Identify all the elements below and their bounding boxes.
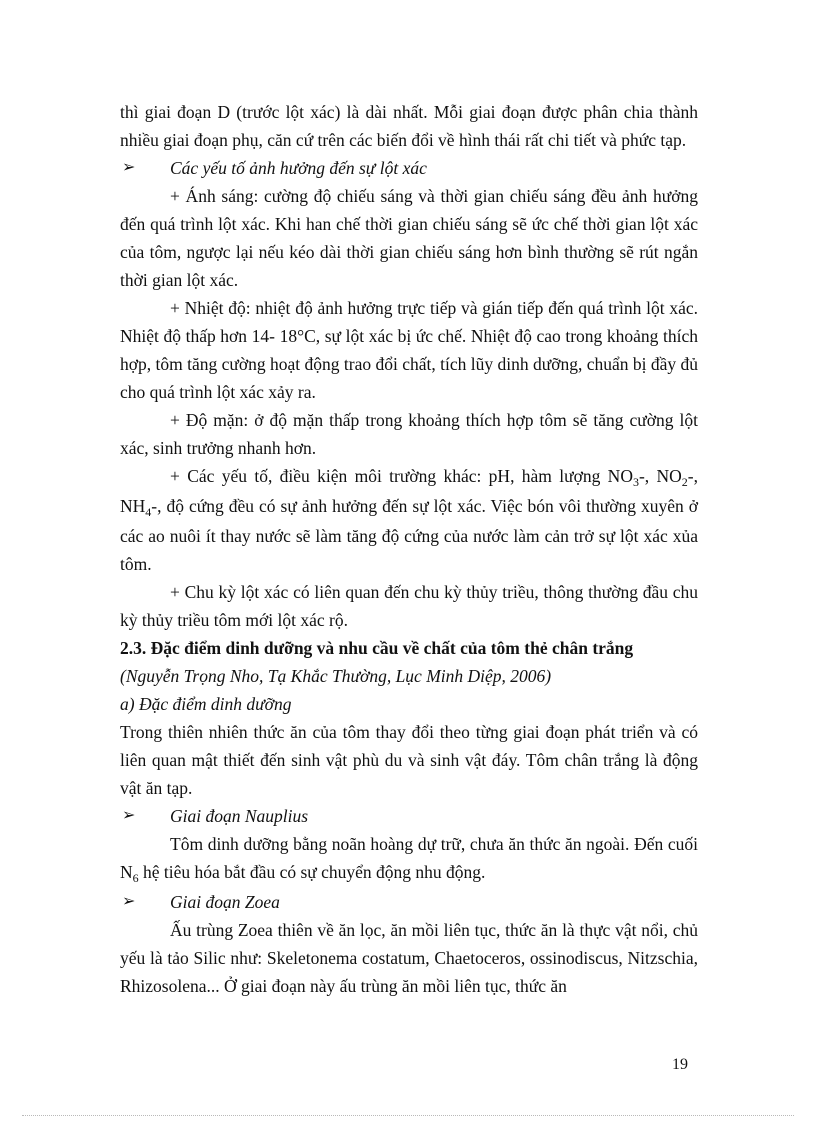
env-text-3: -, NH <box>120 466 698 516</box>
env-subscript-1: 3 <box>632 475 639 489</box>
subsection-a-heading: a) Đặc điểm dinh dưỡng <box>120 694 292 714</box>
env-subscript-3: 4 <box>145 505 152 519</box>
nauplius-bullet <box>120 802 698 830</box>
intro-paragraph: thì giai đoạn D (trước lột xác) là dài nhất. Mỗi giai đoạn được phân chia thành nhiều giai đoạn phụ, căn cứ trên các biến đổi về hình thái rất chi tiết và phức tạp. <box>120 102 698 150</box>
arrow-bullet-icon: ➢ <box>122 807 136 824</box>
page-number: 19 <box>672 1056 688 1073</box>
tide-paragraph: + Chu kỳ lột xác có liên quan đến chu kỳ thủy triều, thông thường đầu chu kỳ thủy triều tôm mới lột xác rộ. <box>120 582 698 630</box>
nauplius-paragraph <box>120 830 698 888</box>
zoea-paragraph: Ấu trùng Zoea thiên về ăn lọc, ăn mồi liên tục, thức ăn là thực vật nổi, chủ yếu là tảo Silic như: Skeletonema costatum, Chaetoceros, ossinodiscus, Nitzschia, Rhizosolena... Ở giai đoạn này ấu trùng ăn mồi liên tục, thức ăn <box>120 920 698 996</box>
zoea-bullet <box>120 888 698 916</box>
nauplius-text-1: Tôm dinh dưỡng bằng noãn hoàng dự trữ, chưa ăn thức ăn ngoài. Đến cuối N <box>120 834 698 882</box>
nature-paragraph: Trong thiên nhiên thức ăn của tôm thay đổi theo từng giai đoạn phát triển và có liên quan mật thiết đến sinh vật phù du và sinh vật đáy. Tôm chân trắng là động vật ăn tạp. <box>120 722 698 798</box>
env-subscript-2: 2 <box>681 475 688 489</box>
section-heading: 2.3. Đặc điểm dinh dưỡng và nhu cầu về chất của tôm thẻ chân trắng <box>120 638 634 658</box>
factors-bullet-label: Các yếu tố ảnh hưởng đến sự lột xác <box>170 158 427 178</box>
environment-paragraph <box>120 462 698 578</box>
env-text-2: -, NO <box>638 466 682 486</box>
env-text-1: + Các yếu tố, điều kiện môi trường khác: pH, hàm lượng NO <box>170 466 633 486</box>
temperature-paragraph: + Nhiệt độ: nhiệt độ ảnh hưởng trực tiếp và gián tiếp đến quá trình lột xác. Nhiệt độ thấp hơn 14- 18°C, sự lột xác bị ức chế. Nhiệt độ cao trong khoảng thích hợp, tôm tăng cường hoạt động trao đổi chất, tích lũy dinh dưỡng, chuẩn bị đầy đủ cho quá trình lột xác xảy ra. <box>120 298 698 402</box>
zoea-bullet-label: Giai đoạn Zoea <box>170 892 280 912</box>
citation: (Nguyễn Trọng Nho, Tạ Khắc Thường, Lục Minh Diệp, 2006) <box>120 666 552 686</box>
env-text-4: -, độ cứng đều có sự ảnh hưởng đến sự lột xác. Việc bón vôi thường xuyên ở các ao nuôi ít thay nước sẽ làm tăng độ cứng của nước làm cản trở sự lột xác xủa tôm. <box>120 496 698 574</box>
arrow-bullet-icon: ➢ <box>122 159 136 176</box>
nauplius-bullet-label: Giai đoạn Nauplius <box>170 806 309 826</box>
nauplius-text-2: hệ tiêu hóa bắt đầu có sự chuyển động nhu động. <box>138 862 486 882</box>
salinity-paragraph: + Độ mặn: ở độ mặn thấp trong khoảng thích hợp tôm sẽ tăng cường lột xác, sinh trưởng nhanh hơn. <box>120 410 698 458</box>
page-content <box>120 98 698 1000</box>
nauplius-subscript: 6 <box>132 871 139 885</box>
footer-divider <box>22 1115 794 1116</box>
arrow-bullet-icon: ➢ <box>122 893 136 910</box>
factors-bullet <box>120 154 698 182</box>
light-paragraph: + Ánh sáng: cường độ chiếu sáng và thời gian chiếu sáng đều ảnh hưởng đến quá trình lột xác. Khi han chế thời gian chiếu sáng sẽ ức chế thời gian lột xác của tôm, ngược lại nếu kéo dài thời gian chiếu sáng hơn bình thường sẽ rút ngắn thời gian lột xác. <box>120 186 698 290</box>
